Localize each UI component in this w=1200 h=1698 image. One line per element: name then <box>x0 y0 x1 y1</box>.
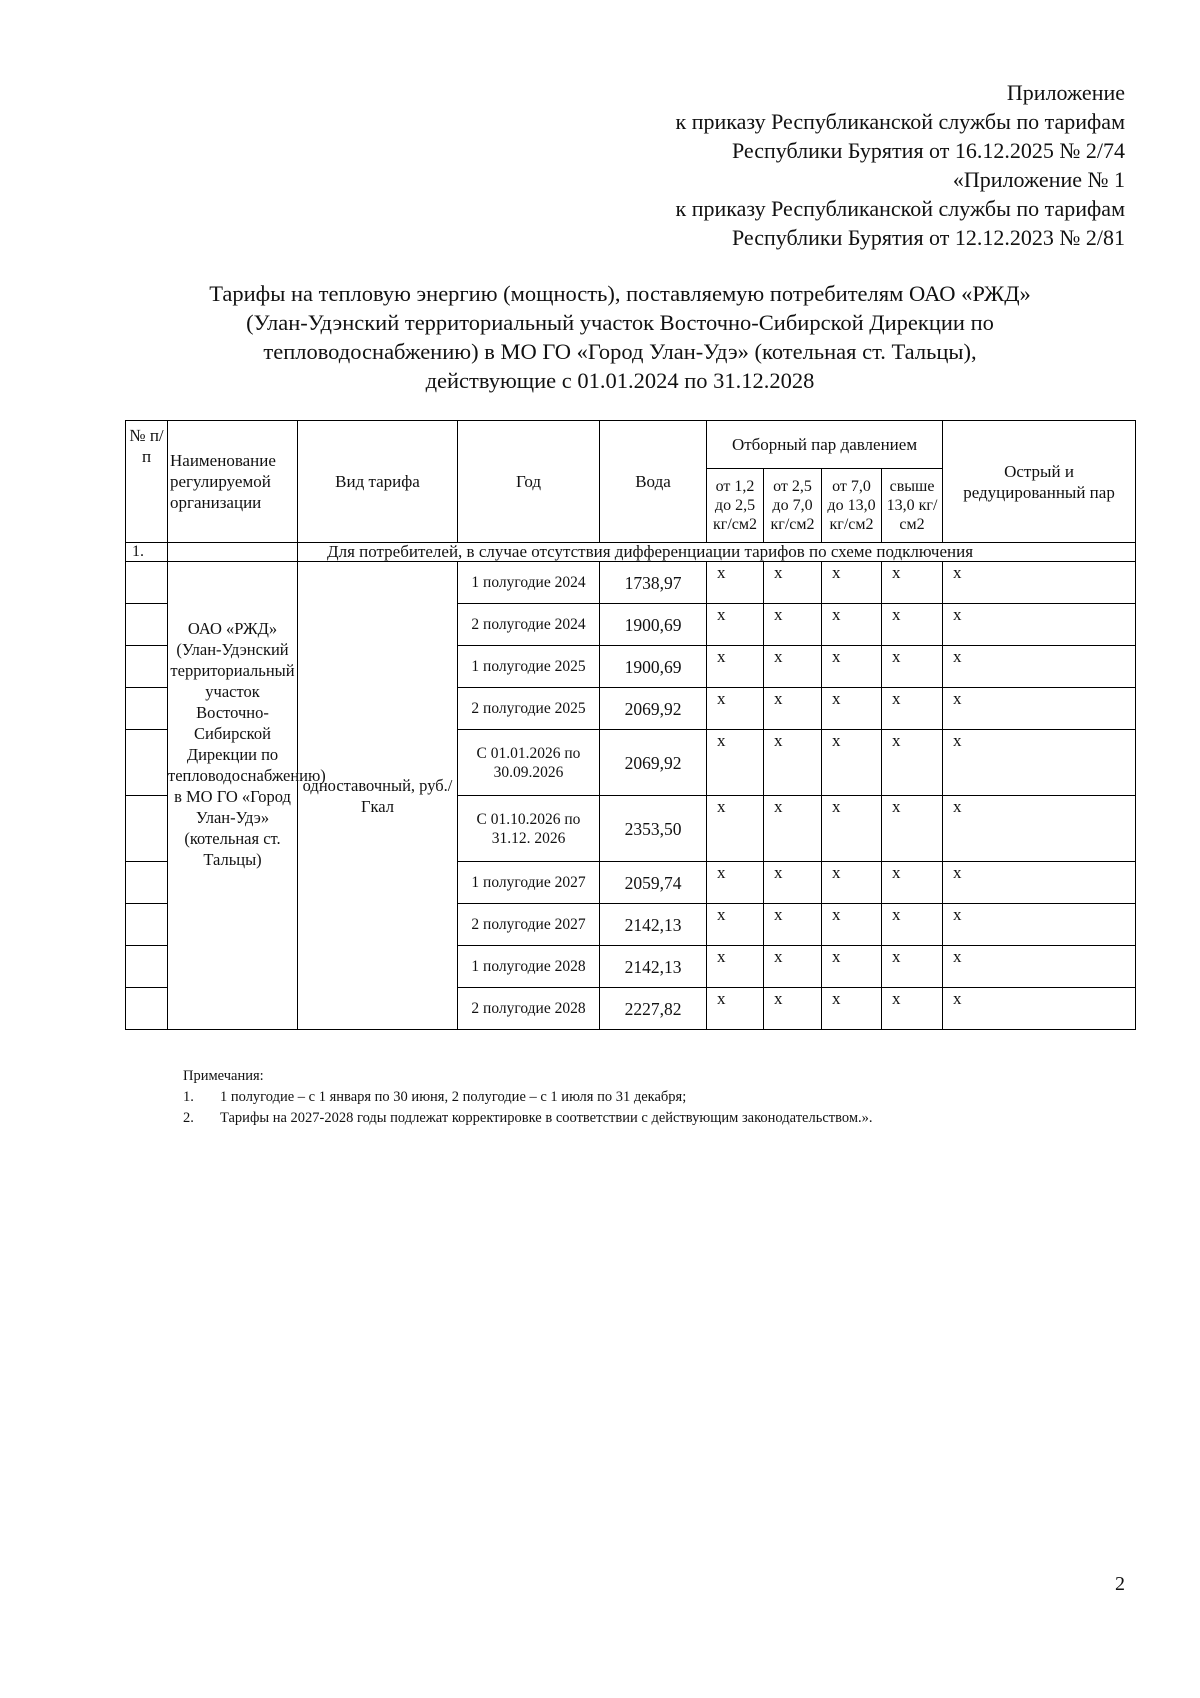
header-sharp-steam: Острый и редуцированный пар <box>943 421 1136 543</box>
title-line: тепловодоснабжению) в МО ГО «Город Улан-Удэ» (котельная ст. Тальцы), <box>263 339 977 364</box>
row-number-cell <box>126 688 168 730</box>
section-row <box>126 543 1136 562</box>
sharp-steam-cell: x <box>943 988 1136 1030</box>
steam-1-cell: x <box>707 562 764 604</box>
steam-3-cell: x <box>822 862 882 904</box>
notes <box>183 1066 873 1129</box>
period-cell: 1 полугодие 2025 <box>458 646 600 688</box>
steam-3-cell: x <box>822 946 882 988</box>
period-cell: 1 полугодие 2024 <box>458 562 600 604</box>
header-steam-4: свыше 13,0 кг/см2 <box>882 469 943 543</box>
water-tariff-cell: 2069,92 <box>600 688 707 730</box>
note-text: Тарифы на 2027-2028 годы подлежат корректировке в соответствии с действующим законодательством.». <box>220 1110 873 1126</box>
steam-1-cell: x <box>707 904 764 946</box>
sharp-steam-cell: x <box>943 730 1136 796</box>
water-tariff-cell: 2142,13 <box>600 904 707 946</box>
steam-4-cell: x <box>882 946 943 988</box>
steam-1-cell: x <box>707 988 764 1030</box>
tariff-kind-cell: одноставочный, руб./Гкал <box>298 562 458 1030</box>
sharp-steam-cell: x <box>943 604 1136 646</box>
note-number: 2. <box>183 1110 194 1126</box>
steam-1-cell: x <box>707 730 764 796</box>
period-cell: 2 полугодие 2024 <box>458 604 600 646</box>
steam-2-cell: x <box>764 730 822 796</box>
row-number-cell <box>126 988 168 1030</box>
water-tariff-cell: 2353,50 <box>600 796 707 862</box>
organization-cell: ОАО «РЖД» (Улан-Удэнский территориальный участок Восточно-Сибирской Дирекции по тепловодоснабжению) в МО ГО «Город Улан-Удэ» (котельная ст. Тальцы) <box>168 562 298 1030</box>
header-year: Год <box>458 421 600 543</box>
row-number-cell <box>126 946 168 988</box>
sharp-steam-cell: x <box>943 862 1136 904</box>
steam-4-cell: x <box>882 988 943 1030</box>
water-tariff-cell: 2069,92 <box>600 730 707 796</box>
row-number-cell <box>126 562 168 604</box>
steam-1-cell: x <box>707 796 764 862</box>
period-cell: 2 полугодие 2028 <box>458 988 600 1030</box>
water-tariff-cell: 2059,74 <box>600 862 707 904</box>
steam-4-cell: x <box>882 646 943 688</box>
appendix-line: к приказу Республиканской службы по тарифам <box>675 109 1125 134</box>
steam-4-cell: x <box>882 688 943 730</box>
sharp-steam-cell: x <box>943 904 1136 946</box>
steam-2-cell: x <box>764 904 822 946</box>
appendix-line: «Приложение № 1 <box>952 167 1125 192</box>
steam-3-cell: x <box>822 796 882 862</box>
steam-4-cell: x <box>882 796 943 862</box>
steam-3-cell: x <box>822 688 882 730</box>
period-cell: С 01.10.2026 по 31.12. 2026 <box>458 796 600 862</box>
row-number-cell <box>126 862 168 904</box>
document-title <box>140 279 1100 395</box>
period-cell: 2 полугодие 2027 <box>458 904 600 946</box>
row-number-cell <box>126 604 168 646</box>
steam-3-cell: x <box>822 730 882 796</box>
period-cell: 1 полугодие 2028 <box>458 946 600 988</box>
appendix-line: Республики Бурятия от 16.12.2025 № 2/74 <box>731 138 1125 163</box>
water-tariff-cell: 2227,82 <box>600 988 707 1030</box>
steam-2-cell: x <box>764 988 822 1030</box>
steam-1-cell: x <box>707 946 764 988</box>
period-cell: С 01.01.2026 по 30.09.2026 <box>458 730 600 796</box>
header-steam-group: Отборный пар давлением <box>707 421 943 469</box>
water-tariff-cell: 1900,69 <box>600 646 707 688</box>
sharp-steam-cell: x <box>943 688 1136 730</box>
row-number-cell <box>126 646 168 688</box>
header-tariff-kind: Вид тарифа <box>298 421 458 543</box>
steam-1-cell: x <box>707 604 764 646</box>
steam-2-cell: x <box>764 862 822 904</box>
appendix-line: к приказу Республиканской службы по тарифам <box>675 196 1125 221</box>
header-steam-3: от 7,0 до 13,0 кг/см2 <box>822 469 882 543</box>
steam-4-cell: x <box>882 562 943 604</box>
sharp-steam-cell: x <box>943 646 1136 688</box>
steam-3-cell: x <box>822 988 882 1030</box>
header-water: Вода <box>600 421 707 543</box>
table-row <box>126 562 1136 604</box>
steam-1-cell: x <box>707 688 764 730</box>
header-num: № п/п <box>126 421 168 543</box>
steam-2-cell: x <box>764 946 822 988</box>
page-number: 2 <box>1115 1573 1125 1595</box>
steam-1-cell: x <box>707 646 764 688</box>
steam-4-cell: x <box>882 904 943 946</box>
section-title: Для потребителей, в случае отсутствия дифференциации тарифов по схеме подключения <box>298 543 1136 562</box>
appendix-reference <box>676 78 1125 252</box>
water-tariff-cell: 1900,69 <box>600 604 707 646</box>
title-line: (Улан-Удэнский территориальный участок Восточно-Сибирской Дирекции по <box>246 310 994 335</box>
steam-3-cell: x <box>822 904 882 946</box>
steam-1-cell: x <box>707 862 764 904</box>
steam-4-cell: x <box>882 862 943 904</box>
steam-2-cell: x <box>764 688 822 730</box>
steam-3-cell: x <box>822 562 882 604</box>
sharp-steam-cell: x <box>943 562 1136 604</box>
period-cell: 1 полугодие 2027 <box>458 862 600 904</box>
note-number: 1. <box>183 1089 194 1105</box>
steam-2-cell: x <box>764 604 822 646</box>
tariff-table <box>125 420 1136 1030</box>
notes-heading: Примечания: <box>183 1068 264 1084</box>
steam-2-cell: x <box>764 646 822 688</box>
header-steam-1: от 1,2 до 2,5 кг/см2 <box>707 469 764 543</box>
row-number-cell <box>126 796 168 862</box>
section-number: 1. <box>126 543 168 562</box>
note-item <box>183 1087 873 1108</box>
steam-4-cell: x <box>882 730 943 796</box>
appendix-line: Республики Бурятия от 12.12.2023 № 2/81 <box>731 225 1125 250</box>
steam-3-cell: x <box>822 604 882 646</box>
period-cell: 2 полугодие 2025 <box>458 688 600 730</box>
water-tariff-cell: 2142,13 <box>600 946 707 988</box>
row-number-cell <box>126 730 168 796</box>
appendix-line: Приложение <box>1006 80 1125 105</box>
header-organization: Наименование регулируемой организации <box>168 421 298 543</box>
title-line: действующие с 01.01.2024 по 31.12.2028 <box>425 368 815 393</box>
steam-3-cell: x <box>822 646 882 688</box>
table-header-row <box>126 421 1136 469</box>
steam-2-cell: x <box>764 796 822 862</box>
note-item <box>183 1108 873 1129</box>
sharp-steam-cell: x <box>943 796 1136 862</box>
sharp-steam-cell: x <box>943 946 1136 988</box>
note-text: 1 полугодие – с 1 января по 30 июня, 2 полугодие – с 1 июля по 31 декабря; <box>220 1089 687 1105</box>
header-steam-2: от 2,5 до 7,0 кг/см2 <box>764 469 822 543</box>
steam-2-cell: x <box>764 562 822 604</box>
row-number-cell <box>126 904 168 946</box>
title-line: Тарифы на тепловую энергию (мощность), поставляемую потребителям ОАО «РЖД» <box>209 281 1031 306</box>
section-empty-cell <box>168 543 298 562</box>
water-tariff-cell: 1738,97 <box>600 562 707 604</box>
steam-4-cell: x <box>882 604 943 646</box>
